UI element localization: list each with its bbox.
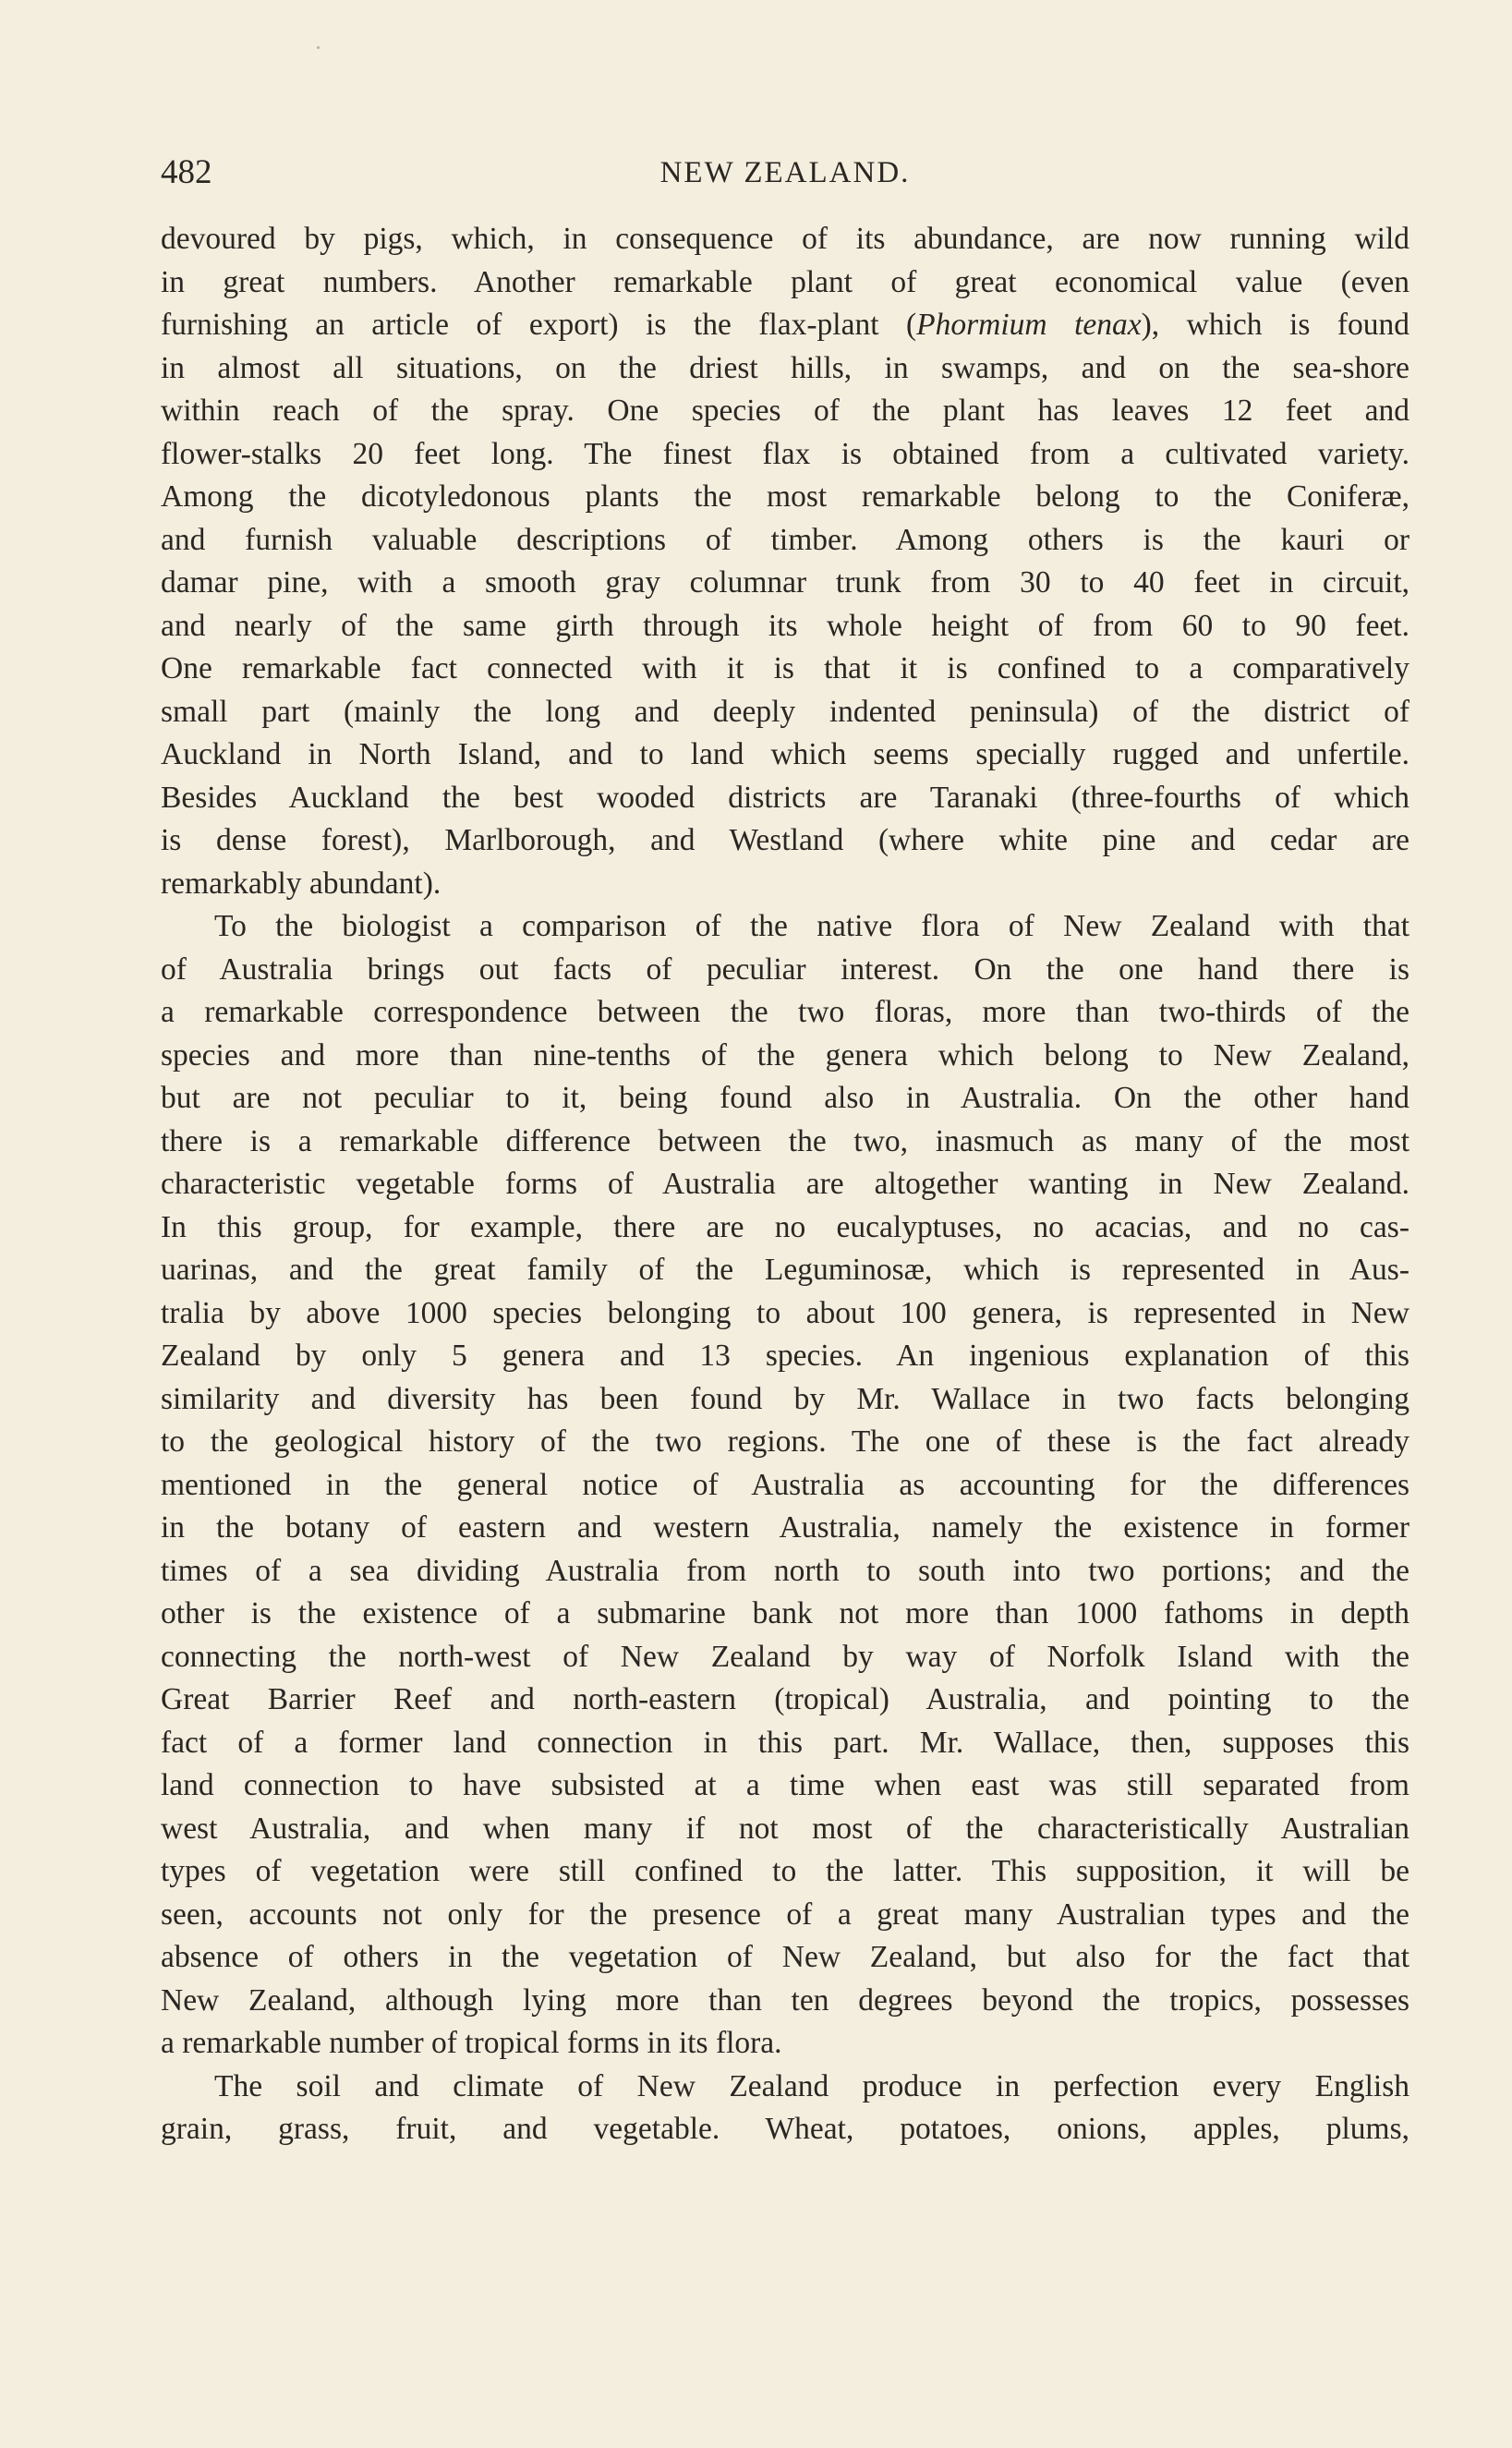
text-line: times of a sea dividing Australia from north to south into two portions; and the [161,1553,1409,1588]
text-line: fact of a former land connection in this part. Mr. Wallace, then, supposes this [161,1725,1409,1760]
text-line: small part (mainly the long and deeply indented peninsula) of the district of [161,694,1409,729]
text-line: remarkably abundant). [161,866,442,901]
text-line: characteristic vegetable forms of Australia are altogether wanting in New Zealand. [161,1167,1409,1201]
text-line: damar pine, with a smooth gray columnar trunk from 30 to 40 feet in circuit, [161,565,1409,600]
text-line: One remarkable fact connected with it is that it is confined to a comparatively [161,651,1409,685]
text-line: and furnish valuable descriptions of timber. Among others is the kauri or [161,522,1409,557]
page-number: 482 [161,153,212,191]
body-text [161,218,1409,2151]
text-line: and nearly of the same girth through its whole height of from 60 to 90 feet. [161,608,1409,643]
text-line: Great Barrier Reef and north-eastern (tropical) Australia, and pointing to the [161,1682,1409,1716]
text-line: within reach of the spray. One species of the plant has leaves 12 feet and [161,394,1409,428]
text-line: other is the existence of a submarine bank not more than 1000 fathoms in depth [161,1596,1409,1630]
text-line: furnishing an article of export) is the flax-plant (Phormium tenax), which is found [161,308,1410,342]
paragraph [161,2066,1409,2151]
text-line: west Australia, and when many if not most of the characteristically Australian [161,1811,1409,1846]
text-line: The soil and climate of New Zealand produce in perfection every English [214,2068,1409,2103]
text-line: absence of others in the vegetation of New Zealand, but also for the fact that [161,1940,1409,1974]
text-line: tralia by above 1000 species belonging to about 100 genera, is represented in New [161,1295,1409,1330]
text-line: Besides Auckland the best wooded districts are Taranaki (three-fourths of which [161,780,1409,815]
text-line: land connection to have subsisted at a time when east was still separated from [161,1768,1409,1802]
text-line: but are not peculiar to it, being found also in Australia. On the other hand [161,1081,1409,1115]
text-line: in almost all situations, on the driest hills, in swamps, and on the sea-shore [161,350,1409,385]
paper-speck [317,46,320,49]
paragraph [161,218,1409,905]
text-line: species and more than nine-tenths of the genera which belong to New Zealand, [161,1037,1409,1073]
text-line: a remarkable correspondence between the two floras, more than two-thirds of the [161,995,1409,1029]
text-line: types of vegetation were still confined to the latter. This supposition, it will be [161,1854,1409,1888]
text-line: In this group, for example, there are no eucalyptuses, no acacias, and no cas- [161,1209,1409,1244]
text-line: uarinas, and the great family of the Leguminosæ, which is represented in Aus- [161,1253,1409,1287]
text-line: seen, accounts not only for the presence of a great many Australian types and the [161,1897,1409,1932]
text-line: mentioned in the general notice of Australia as accounting for the differences [161,1467,1409,1502]
text-line: in great numbers. Another remarkable plant of great economical value (even [161,264,1409,299]
text-line: To the biologist a comparison of the native flora of New Zealand with that [214,909,1409,943]
text-line: Zealand by only 5 genera and 13 species. An ingenious explanation of this [161,1339,1409,1373]
text-line: devoured by pigs, which, in consequence of its abundance, are now running wild [161,222,1409,256]
text-line: New Zealand, although lying more than ten degrees beyond the tropics, possesses [161,1982,1409,2018]
text-line: similarity and diversity has been found by Mr. Wallace in two facts belonging [161,1381,1409,1416]
text-line: a remarkable number of tropical forms in its flora. [161,2026,782,2060]
text-line: is dense forest), Marlborough, and Westland (where white pine and cedar are [161,823,1409,857]
text-line: in the botany of eastern and western Australia, namely the existence in former [161,1510,1409,1545]
running-title: NEW ZEALAND. [659,156,911,189]
running-head [161,152,1409,193]
species-name: Phormium tenax [916,308,1142,342]
text-line: Among the dicotyledonous plants the most remarkable belong to the Coniferæ, [161,479,1409,514]
text-line: Auckland in North Island, and to land which seems specially rugged and unfertile. [161,737,1409,771]
text-line: to the geological history of the two regions. The one of these is the fact already [161,1424,1409,1459]
text-line: of Australia brings out facts of peculiar interest. On the one hand there is [161,951,1409,987]
text-line: connecting the north-west of New Zealand by way of Norfolk Island with the [161,1639,1409,1674]
text-line: flower-stalks 20 feet long. The finest flax is obtained from a cultivated variety. [161,436,1409,471]
text-line: there is a remarkable difference between the two, inasmuch as many of the most [161,1123,1409,1158]
text-line: grain, grass, fruit, and vegetable. Wheat, potatoes, onions, apples, plums, [161,2112,1409,2146]
paragraph [161,905,1409,2066]
